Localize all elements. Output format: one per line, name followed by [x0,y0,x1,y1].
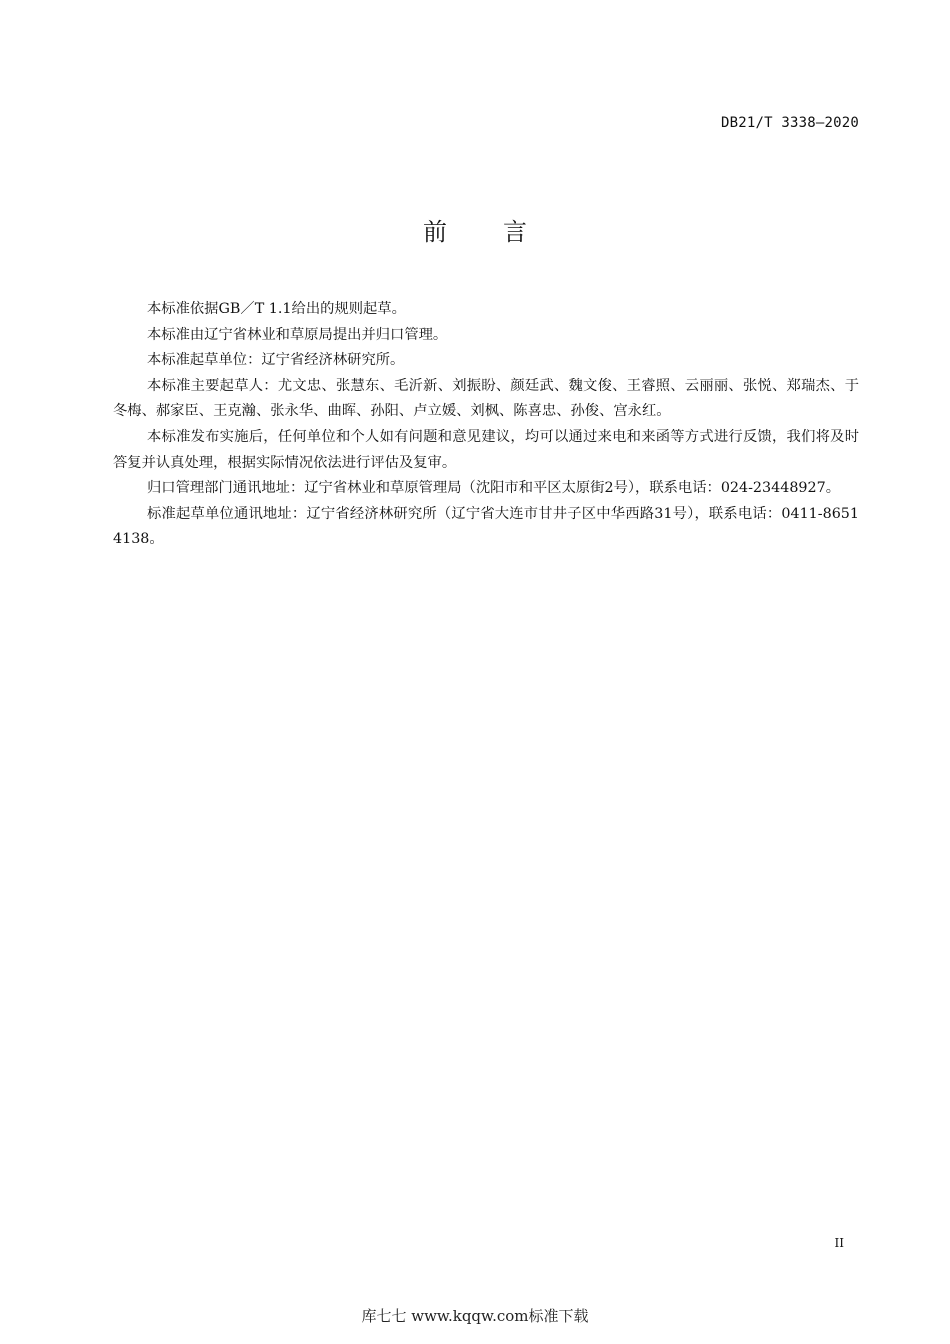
paragraph-drafting-rules: 本标准依据GB／T 1.1给出的规则起草。 [147,301,406,317]
paragraph-proposer: 本标准由辽宁省林业和草原局提出并归口管理。 [147,326,448,343]
document-code: DB21/T 3338—2020 [720,115,859,131]
page-number: II [834,1236,844,1250]
paragraph-drafting-unit-contact: 标准起草单位通讯地址：辽宁省经济林研究所（辽宁省大连市甘井子区中华西路31号），联系电话：0411-86514138。 [113,505,859,548]
download-watermark: 库七七 www.kqqw.com标准下载 [361,1307,589,1325]
paragraph-drafters: 本标准主要起草人：尤文忠、张慧东、毛沂新、刘振盼、颜廷武、魏文俊、王睿照、云丽丽、张悦、郑瑞杰、于冬梅、郝家臣、王克瀚、张永华、曲晖、孙阳、卢立媛、刘枫、陈喜忠、孙俊、宫永红。 [113,377,859,420]
paragraph-drafting-unit: 本标准起草单位：辽宁省经济林研究所。 [147,352,405,369]
foreword-body [113,297,859,553]
page-title: 前言 [423,218,583,246]
paragraph-feedback: 本标准发布实施后，任何单位和个人如有问题和意见建议，均可以通过来电和来函等方式进行反馈，我们将及时答复并认真处理，根据实际情况依法进行评估及复审。 [113,428,859,471]
paragraph-management-contact: 归口管理部门通讯地址：辽宁省林业和草原管理局（沈阳市和平区太原街2号），联系电话：024-23448927。 [147,480,841,497]
